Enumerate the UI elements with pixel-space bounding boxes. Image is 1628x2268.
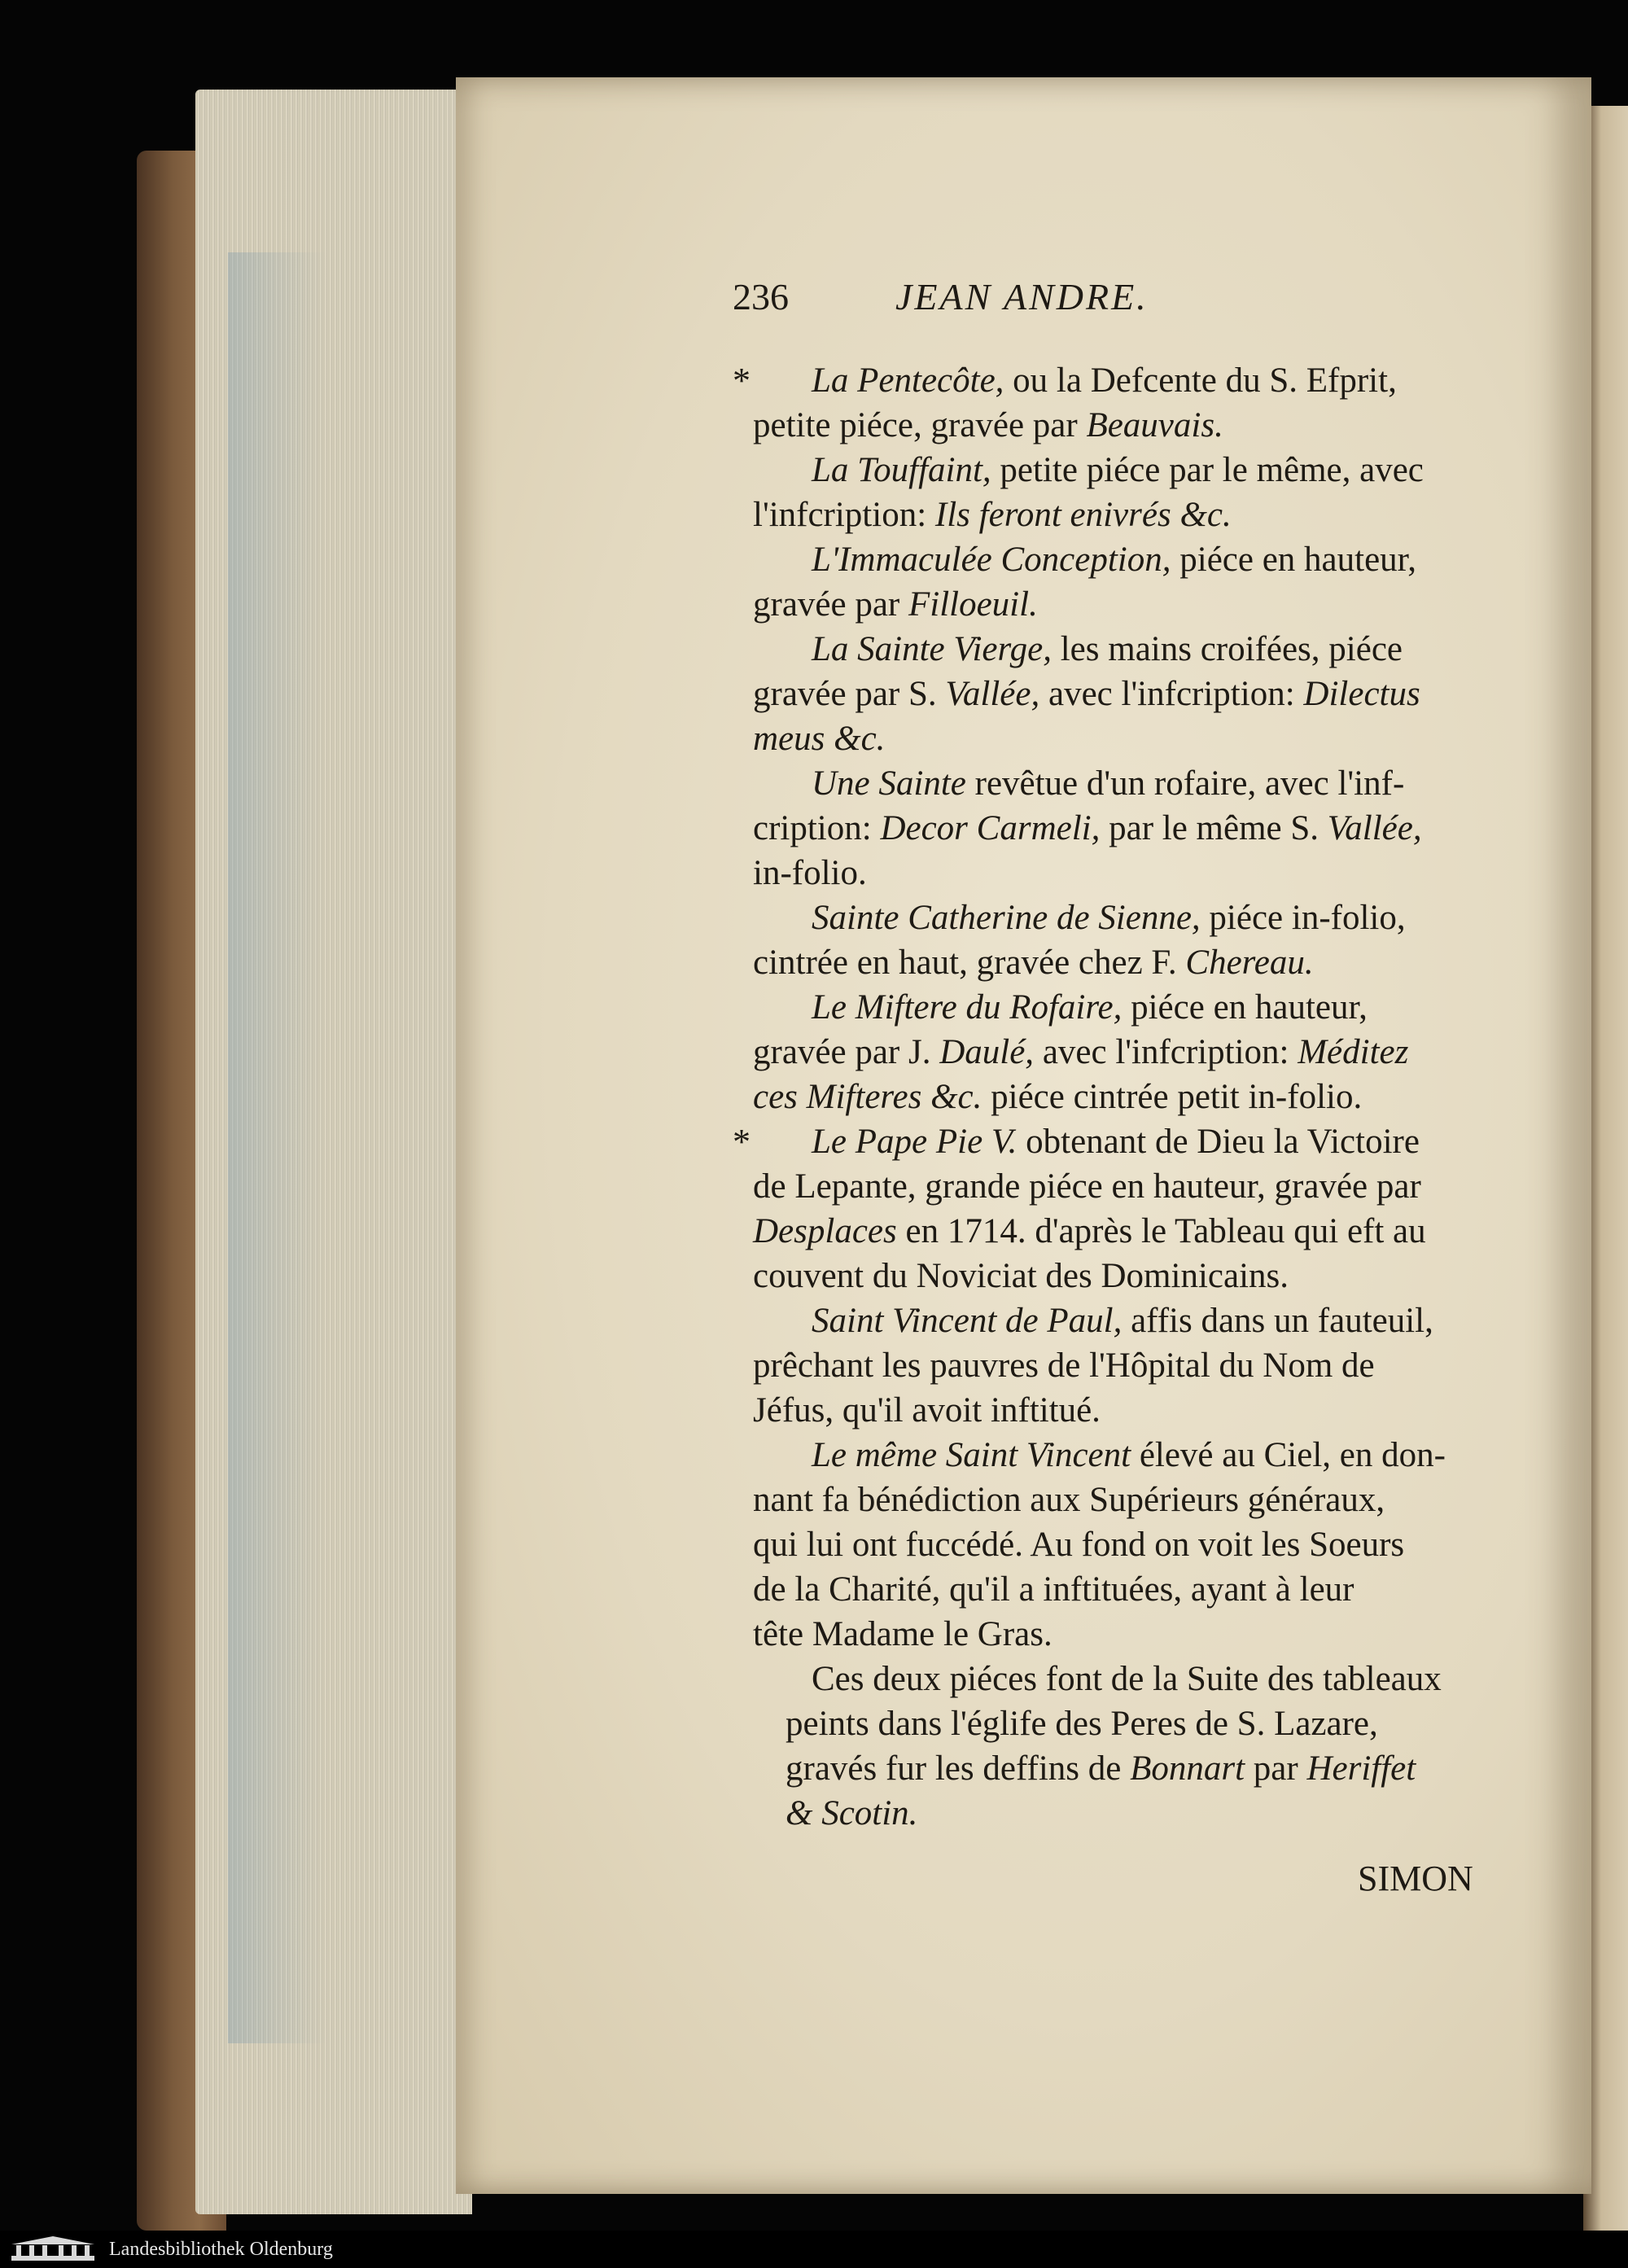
text-run: Jéfus, qu'il avoit inftitué.: [753, 1391, 1101, 1430]
text-line: [753, 582, 1510, 627]
text-run: gravée par: [753, 585, 908, 624]
italic-title: Méditez: [1298, 1033, 1409, 1071]
catalogue-entry: [753, 537, 1510, 627]
text-line: [753, 1522, 1510, 1567]
text-run: de la Charité, qu'il a inftituées, ayant à leur: [753, 1570, 1354, 1609]
text-line: [753, 1746, 1510, 1791]
text-line: [753, 1209, 1510, 1254]
italic-title: La Touffaint,: [812, 451, 991, 489]
italic-title: Le Miftere du Rofaire,: [812, 988, 1123, 1027]
text-run: obtenant de Dieu la Victoire: [1017, 1123, 1420, 1161]
catalogue-entry: [753, 1657, 1510, 1836]
catalogue-entry: [753, 1433, 1510, 1657]
text-run: revêtue d'un rofaire, avec l'inf-: [965, 764, 1405, 803]
text-line: [753, 1254, 1510, 1298]
italic-title: Filloeuil.: [908, 585, 1038, 624]
text-line: [753, 806, 1510, 851]
text-run: par le même S.: [1100, 809, 1328, 847]
running-title: JEAN ANDRE.: [895, 276, 1149, 317]
text-line: [753, 448, 1510, 493]
italic-title: La Sainte Vierge,: [812, 630, 1052, 668]
text-run: l'infcription:: [753, 496, 935, 534]
italic-title: Daulé,: [939, 1033, 1035, 1071]
text-line: [753, 1478, 1510, 1522]
text-line: [753, 1388, 1510, 1433]
text-run: in-folio.: [753, 854, 867, 892]
italic-title: ces Mifteres &c.: [753, 1078, 982, 1116]
text-run: petite piéce, gravée par: [753, 406, 1087, 444]
text-line: [753, 1343, 1510, 1388]
text-line: [753, 1791, 1510, 1836]
text-run: piéce en hauteur,: [1171, 541, 1417, 579]
text-run: avec l'infcription:: [1034, 1033, 1298, 1071]
text-line: [753, 672, 1510, 716]
italic-title: Heriffet: [1306, 1749, 1416, 1788]
italic-title: Decor Carmeli,: [880, 809, 1101, 847]
asterisk-marker: *: [733, 361, 751, 401]
text-run: petite piéce par le même, avec: [991, 451, 1424, 489]
italic-title: La Pentecôte,: [812, 361, 1004, 400]
text-run: cription:: [753, 809, 881, 847]
library-name: Landesbibliothek Oldenburg: [109, 2239, 333, 2260]
asterisk-marker: *: [733, 1122, 751, 1162]
text-line: [753, 1119, 1510, 1164]
running-head: [733, 275, 1319, 324]
text-run: nant fa bénédiction aux Supérieurs généraux,: [753, 1481, 1385, 1519]
text-line: [753, 627, 1510, 672]
italic-title: L'Immaculée Conception,: [812, 541, 1171, 579]
catalogue-entry: [733, 358, 1510, 448]
text-run: qui lui ont fuccédé. Au fond on voit les Soeurs: [753, 1526, 1405, 1564]
text-run: par: [1245, 1749, 1307, 1788]
catalogue-entry: [753, 448, 1510, 537]
text-run: ou la Defcente du S. Efprit,: [1004, 361, 1397, 400]
text-run: cintrée en haut, gravée chez F.: [753, 944, 1186, 982]
italic-title: Bonnart: [1130, 1749, 1245, 1788]
italic-title: Dilectus: [1303, 675, 1420, 713]
italic-title: Vallée,: [945, 675, 1040, 713]
italic-title: Sainte Catherine de Sienne,: [812, 899, 1201, 937]
italic-title: meus &c.: [753, 720, 886, 758]
italic-title: Le Pape Pie V.: [812, 1123, 1017, 1161]
catalogue-entries: [733, 358, 1510, 1836]
text-run: gravée par S.: [753, 675, 946, 713]
text-line: [753, 761, 1510, 806]
text-run: en 1714. d'après le Tableau qui eft au: [896, 1212, 1426, 1250]
italic-title: Saint Vincent de Paul,: [812, 1302, 1123, 1340]
text-line: [753, 537, 1510, 582]
italic-title: Beauvais.: [1086, 406, 1223, 444]
text-run: piéce en hauteur,: [1122, 988, 1368, 1027]
text-run: gravés fur les deffins de: [786, 1749, 1131, 1788]
catalogue-entry: [753, 627, 1510, 761]
page-edges: [195, 90, 472, 2214]
text-line: [753, 358, 1510, 403]
text-line: [753, 1567, 1510, 1612]
text-run: gravée par J.: [753, 1033, 940, 1071]
catalogue-entry: [753, 1298, 1510, 1433]
italic-title: Une Sainte: [812, 764, 966, 803]
text-line: [753, 1433, 1510, 1478]
text-line: [753, 493, 1510, 537]
text-line: [753, 403, 1510, 448]
text-run: prêchant les pauvres de l'Hôpital du Nom de: [753, 1346, 1375, 1385]
text-run: les mains croifées, piéce: [1051, 630, 1403, 668]
text-run: tête Madame le Gras.: [753, 1615, 1053, 1653]
catalogue-entry: [753, 895, 1510, 985]
text-line: [753, 1164, 1510, 1209]
text-run: Ces deux piéces font de la Suite des tableaux: [812, 1660, 1442, 1698]
text-run: de Lepante, grande piéce en hauteur, gravée par: [753, 1167, 1421, 1206]
italic-title: Le même Saint Vincent: [812, 1436, 1131, 1474]
text-line: [753, 1612, 1510, 1657]
catchword: SIMON: [1358, 1859, 1473, 1898]
catalogue-entry: [733, 1119, 1510, 1298]
text-line: [753, 1657, 1510, 1701]
library-building-icon: [8, 2235, 98, 2264]
text-run: avec l'infcription:: [1039, 675, 1304, 713]
text-run: peints dans l'églife des Peres de S. Lazare,: [786, 1705, 1378, 1743]
text-line: [753, 851, 1510, 895]
text-run: piéce in-folio,: [1200, 899, 1406, 937]
page-number: 236: [733, 276, 789, 317]
italic-title: Chereau.: [1185, 944, 1314, 982]
italic-title: Vallée,: [1327, 809, 1422, 847]
italic-title: Ils feront enivrés &c.: [934, 496, 1232, 534]
text-run: élevé au Ciel, en don-: [1131, 1436, 1446, 1474]
text-run: affis dans un fauteuil,: [1122, 1302, 1433, 1340]
text-line: [753, 1701, 1510, 1746]
italic-title: & Scotin.: [786, 1794, 918, 1832]
footer-bar: [0, 2231, 1628, 2268]
catalogue-entry: [753, 761, 1510, 895]
text-line: [753, 716, 1510, 761]
text-line: [753, 1298, 1510, 1343]
text-line: [753, 940, 1510, 985]
catalogue-entry: [753, 985, 1510, 1119]
text-line: [753, 895, 1510, 940]
text-line: [753, 1075, 1510, 1119]
text-run: piéce cintrée petit in-folio.: [982, 1078, 1363, 1116]
text-run: couvent du Noviciat des Dominicains.: [753, 1257, 1289, 1295]
text-line: [753, 985, 1510, 1030]
text-line: [753, 1030, 1510, 1075]
italic-title: Desplaces: [753, 1212, 897, 1250]
